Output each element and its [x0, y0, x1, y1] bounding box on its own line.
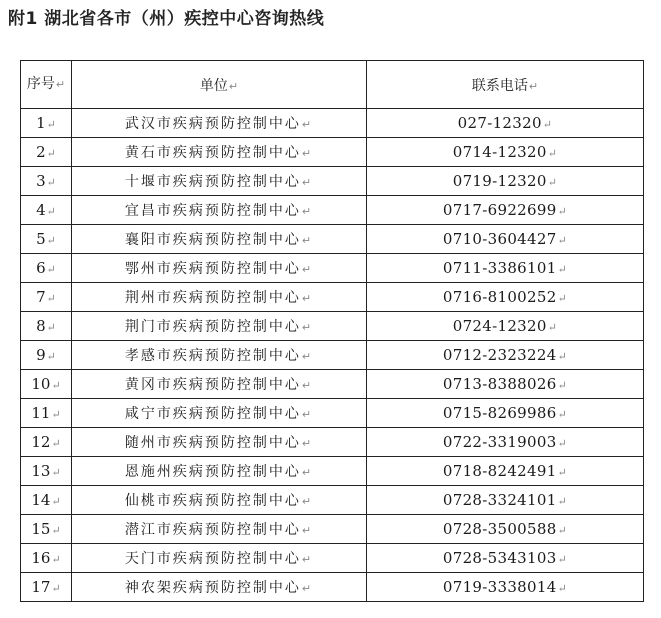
column-header-phone-label: 联系电话 — [471, 77, 528, 94]
table-row — [21, 399, 644, 428]
row-index-cell — [21, 457, 72, 486]
row-index: 2 — [36, 143, 46, 161]
row-phone: 0722-3319003 — [442, 433, 557, 451]
table-row — [21, 457, 644, 486]
row-index: 17 — [31, 578, 51, 596]
row-phone: 0724-12320 — [452, 317, 547, 335]
row-index: 15 — [31, 520, 51, 538]
paragraph-mark-icon: ↵ — [51, 379, 61, 392]
row-unit: 神农架疾病预防控制中心 — [124, 580, 301, 596]
paragraph-mark-icon: ↵ — [46, 234, 56, 247]
row-index-cell — [21, 399, 72, 428]
paragraph-mark-icon: ↵ — [46, 350, 56, 363]
column-header-unit — [72, 61, 367, 109]
table-row — [21, 486, 644, 515]
paragraph-mark-icon: ↵ — [557, 524, 568, 537]
paragraph-mark-icon: ↵ — [51, 437, 61, 450]
paragraph-mark-icon: ↵ — [557, 408, 568, 421]
row-index-cell — [21, 544, 72, 573]
row-unit-cell — [72, 138, 367, 167]
row-phone: 0719-3338014 — [442, 578, 557, 596]
row-phone-cell — [367, 225, 644, 254]
row-index-cell — [21, 254, 72, 283]
row-unit-cell — [72, 573, 367, 602]
row-index-cell — [21, 341, 72, 370]
paragraph-mark-icon: ↵ — [301, 553, 314, 566]
row-phone-cell — [367, 254, 644, 283]
paragraph-mark-icon: ↵ — [46, 176, 56, 189]
paragraph-mark-icon: ↵ — [557, 263, 568, 276]
row-phone: 0710-3604427 — [442, 230, 557, 248]
row-phone-cell — [367, 544, 644, 573]
row-index-cell — [21, 515, 72, 544]
row-index: 3 — [36, 172, 46, 190]
paragraph-mark-icon: ↵ — [557, 582, 568, 595]
table-body — [21, 109, 644, 602]
column-header-phone — [367, 61, 644, 109]
row-unit: 天门市疾病预防控制中心 — [124, 551, 301, 567]
paragraph-mark-icon: ↵ — [301, 495, 314, 508]
paragraph-mark-icon: ↵ — [301, 437, 314, 450]
row-unit: 荆州市疾病预防控制中心 — [124, 290, 301, 306]
row-phone: 0714-12320 — [452, 143, 547, 161]
row-unit: 襄阳市疾病预防控制中心 — [124, 232, 301, 248]
table-row — [21, 196, 644, 225]
row-index-cell — [21, 196, 72, 225]
table-header-row — [21, 61, 644, 109]
row-phone: 0713-8388026 — [442, 375, 557, 393]
row-unit-cell — [72, 370, 367, 399]
row-index: 13 — [31, 462, 51, 480]
row-index-cell — [21, 225, 72, 254]
paragraph-mark-icon: ↵ — [557, 495, 568, 508]
table-row — [21, 544, 644, 573]
table-row — [21, 109, 644, 138]
page-title: 附1 湖北省各市（州）疾控中心咨询热线 — [8, 9, 325, 29]
table-row — [21, 573, 644, 602]
paragraph-mark-icon: ↵ — [557, 437, 568, 450]
row-unit-cell — [72, 457, 367, 486]
paragraph-mark-icon: ↵ — [301, 118, 314, 131]
row-phone: 0719-12320 — [452, 172, 547, 190]
paragraph-mark-icon: ↵ — [557, 553, 568, 566]
row-index-cell — [21, 573, 72, 602]
row-phone: 0717-6922699 — [442, 201, 557, 219]
paragraph-mark-icon: ↵ — [301, 292, 314, 305]
row-unit: 宜昌市疾病预防控制中心 — [124, 203, 301, 219]
row-phone-cell — [367, 283, 644, 312]
row-unit-cell — [72, 515, 367, 544]
row-unit-cell — [72, 544, 367, 573]
paragraph-mark-icon: ↵ — [301, 524, 314, 537]
paragraph-mark-icon: ↵ — [301, 321, 314, 334]
row-index-cell — [21, 312, 72, 341]
paragraph-mark-icon: ↵ — [46, 292, 56, 305]
row-index-cell — [21, 486, 72, 515]
row-unit-cell — [72, 341, 367, 370]
paragraph-mark-icon: ↵ — [46, 118, 56, 131]
paragraph-mark-icon: ↵ — [301, 466, 314, 479]
row-index-cell — [21, 109, 72, 138]
row-phone-cell — [367, 167, 644, 196]
row-phone: 0716-8100252 — [442, 288, 557, 306]
row-phone: 0718-8242491 — [442, 462, 557, 480]
row-unit-cell — [72, 254, 367, 283]
paragraph-mark-icon: ↵ — [557, 234, 568, 247]
paragraph-mark-icon: ↵ — [557, 205, 568, 218]
paragraph-mark-icon: ↵ — [301, 176, 314, 189]
paragraph-mark-icon: ↵ — [301, 234, 314, 247]
table-row — [21, 254, 644, 283]
row-index: 4 — [36, 201, 46, 219]
row-unit-cell — [72, 109, 367, 138]
row-unit-cell — [72, 486, 367, 515]
paragraph-mark-icon: ↵ — [301, 205, 314, 218]
paragraph-mark-icon: ↵ — [547, 321, 558, 334]
row-phone-cell — [367, 196, 644, 225]
paragraph-mark-icon: ↵ — [301, 408, 314, 421]
table-row — [21, 312, 644, 341]
paragraph-mark-icon: ↵ — [46, 321, 56, 334]
row-unit: 仙桃市疾病预防控制中心 — [124, 493, 301, 509]
paragraph-mark-icon: ↵ — [51, 408, 61, 421]
row-index: 1 — [36, 114, 46, 132]
paragraph-mark-icon: ↵ — [557, 350, 568, 363]
row-unit: 十堰市疾病预防控制中心 — [124, 174, 301, 190]
table-row — [21, 138, 644, 167]
row-index: 12 — [31, 433, 51, 451]
row-index: 11 — [31, 404, 51, 422]
paragraph-mark-icon: ↵ — [557, 292, 568, 305]
row-index-cell — [21, 283, 72, 312]
row-unit-cell — [72, 225, 367, 254]
row-index: 9 — [36, 346, 46, 364]
column-header-unit-label: 单位 — [199, 77, 228, 94]
row-unit: 黄冈市疾病预防控制中心 — [124, 377, 301, 393]
row-index: 8 — [36, 317, 46, 335]
row-unit-cell — [72, 428, 367, 457]
column-header-index-label: 序号 — [26, 76, 55, 92]
row-unit: 黄石市疾病预防控制中心 — [124, 145, 301, 161]
row-index: 6 — [36, 259, 46, 277]
row-phone-cell — [367, 138, 644, 167]
row-phone-cell — [367, 573, 644, 602]
row-phone: 0728-3324101 — [442, 491, 557, 509]
paragraph-mark-icon: ↵ — [46, 263, 56, 276]
row-phone: 0715-8269986 — [442, 404, 557, 422]
row-index-cell — [21, 370, 72, 399]
row-unit-cell — [72, 283, 367, 312]
paragraph-mark-icon: ↵ — [542, 118, 553, 131]
row-index: 10 — [31, 375, 51, 393]
paragraph-mark-icon: ↵ — [46, 205, 56, 218]
paragraph-mark-icon: ↵ — [51, 524, 61, 537]
row-unit: 咸宁市疾病预防控制中心 — [124, 406, 301, 422]
row-index: 14 — [31, 491, 51, 509]
row-phone-cell — [367, 486, 644, 515]
row-phone: 0712-2323224 — [442, 346, 557, 364]
row-index-cell — [21, 428, 72, 457]
row-phone: 0711-3386101 — [442, 259, 557, 277]
row-unit: 孝感市疾病预防控制中心 — [124, 348, 301, 364]
row-unit-cell — [72, 196, 367, 225]
row-unit: 恩施州疾病预防控制中心 — [124, 464, 301, 480]
row-unit-cell — [72, 399, 367, 428]
paragraph-mark-icon: ↵ — [301, 582, 314, 595]
paragraph-mark-icon: ↵ — [557, 379, 568, 392]
row-unit: 荆门市疾病预防控制中心 — [124, 319, 301, 335]
row-phone-cell — [367, 515, 644, 544]
paragraph-mark-icon: ↵ — [46, 147, 56, 160]
row-index: 5 — [36, 230, 46, 248]
table-row — [21, 225, 644, 254]
paragraph-mark-icon: ↵ — [51, 495, 61, 508]
table-row — [21, 283, 644, 312]
row-phone: 0728-3500588 — [442, 520, 557, 538]
paragraph-mark-icon: ↵ — [557, 466, 568, 479]
table-row — [21, 515, 644, 544]
row-unit-cell — [72, 312, 367, 341]
column-header-index — [21, 61, 72, 109]
row-index: 16 — [31, 549, 51, 567]
row-phone-cell — [367, 457, 644, 486]
paragraph-mark-icon: ↵ — [55, 78, 66, 91]
paragraph-mark-icon: ↵ — [301, 147, 314, 160]
row-unit: 武汉市疾病预防控制中心 — [124, 116, 301, 132]
row-phone-cell — [367, 428, 644, 457]
row-unit: 鄂州市疾病预防控制中心 — [124, 261, 301, 277]
paragraph-mark-icon: ↵ — [547, 147, 558, 160]
paragraph-mark-icon: ↵ — [228, 79, 239, 93]
paragraph-mark-icon: ↵ — [51, 466, 61, 479]
table-row — [21, 167, 644, 196]
paragraph-mark-icon: ↵ — [301, 263, 314, 276]
paragraph-mark-icon: ↵ — [528, 79, 539, 93]
row-unit: 随州市疾病预防控制中心 — [124, 435, 301, 451]
row-phone-cell — [367, 399, 644, 428]
row-phone: 027-12320 — [457, 114, 542, 132]
paragraph-mark-icon: ↵ — [301, 350, 314, 363]
paragraph-mark-icon: ↵ — [51, 553, 61, 566]
row-index-cell — [21, 138, 72, 167]
paragraph-mark-icon: ↵ — [51, 582, 61, 595]
row-phone-cell — [367, 341, 644, 370]
paragraph-mark-icon: ↵ — [301, 379, 314, 392]
table-row — [21, 341, 644, 370]
table-row — [21, 428, 644, 457]
row-phone-cell — [367, 312, 644, 341]
table-row — [21, 370, 644, 399]
row-phone: 0728-5343103 — [442, 549, 557, 567]
row-unit: 潜江市疾病预防控制中心 — [124, 522, 301, 538]
paragraph-mark-icon: ↵ — [547, 176, 558, 189]
hotline-table — [20, 60, 644, 602]
row-phone-cell — [367, 370, 644, 399]
row-index: 7 — [36, 288, 46, 306]
row-phone-cell — [367, 109, 644, 138]
row-index-cell — [21, 167, 72, 196]
row-unit-cell — [72, 167, 367, 196]
